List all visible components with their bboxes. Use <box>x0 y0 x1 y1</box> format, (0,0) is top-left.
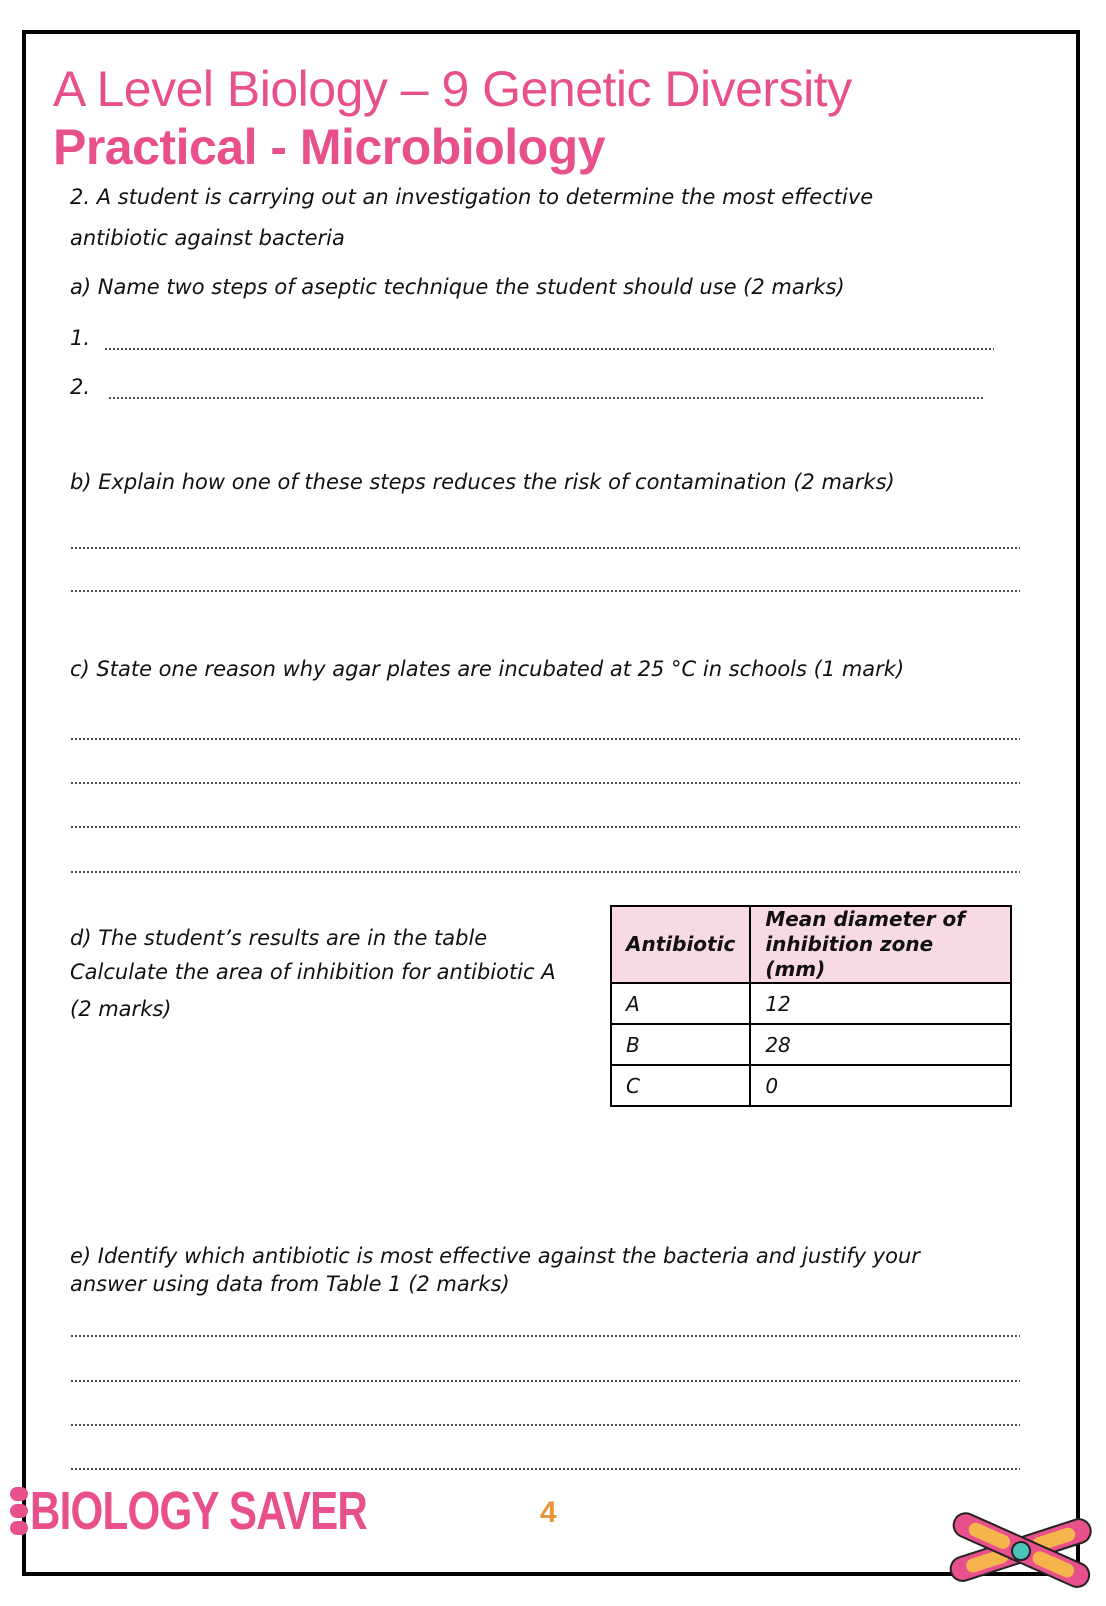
page-title: A Level Biology – 9 Genetic Diversity <box>53 61 852 117</box>
results-table <box>610 905 1012 1107</box>
table-cell-diameter: 12 <box>750 983 1011 1024</box>
answer-line-b2[interactable] <box>70 590 1020 592</box>
answer-line-c4[interactable] <box>70 871 1020 873</box>
table-header-row <box>611 906 1011 983</box>
page-subtitle: Practical - Microbiology <box>53 119 606 175</box>
table-cell-diameter: 0 <box>750 1065 1011 1106</box>
answer-line-c3[interactable] <box>70 826 1020 828</box>
table-header-antibiotic: Antibiotic <box>611 906 750 983</box>
question-e-line2: answer using data from Table 1 (2 marks) <box>70 1272 510 1296</box>
answer-line-e1[interactable] <box>70 1335 1020 1337</box>
brand-name: BIOLOGY SAVER <box>30 1481 368 1541</box>
answer-line-c1[interactable] <box>70 738 1020 740</box>
brand-logo <box>10 1481 462 1541</box>
answer-line-e3[interactable] <box>70 1424 1020 1426</box>
question-e-line1: e) Identify which antibiotic is most effective against the bacteria and justify your <box>70 1244 920 1268</box>
chromosome-icon <box>946 1508 1096 1594</box>
answer-line-e4[interactable] <box>70 1468 1020 1470</box>
table-cell-antibiotic: B <box>611 1024 750 1065</box>
answer-a-label-1: 1. <box>70 326 91 350</box>
question-c-prompt: c) State one reason why agar plates are incubated at 25 °C in schools (1 mark) <box>70 657 905 681</box>
worksheet-frame <box>22 30 1080 1576</box>
dna-icon <box>10 1487 28 1535</box>
table-header-diameter: Mean diameter of inhibition zone (mm) <box>750 906 1011 983</box>
answer-line-a2[interactable] <box>108 397 984 399</box>
page-number: 4 <box>540 1496 557 1529</box>
table-row <box>611 983 1011 1024</box>
answer-line-a1[interactable] <box>104 348 994 350</box>
question-b-prompt: b) Explain how one of these steps reduces the risk of contamination (2 marks) <box>70 470 895 494</box>
question-intro-line1: 2. A student is carrying out an investigation to determine the most effective <box>70 185 874 209</box>
answer-line-e2[interactable] <box>70 1380 1020 1382</box>
question-a-prompt: a) Name two steps of aseptic technique the student should use (2 marks) <box>70 275 845 299</box>
answer-a-label-2: 2. <box>70 375 91 399</box>
table-cell-antibiotic: A <box>611 983 750 1024</box>
answer-line-c2[interactable] <box>70 782 1020 784</box>
question-d-line3: (2 marks) <box>70 997 172 1021</box>
table-cell-antibiotic: C <box>611 1065 750 1106</box>
table-row <box>611 1065 1011 1106</box>
question-d-line2: Calculate the area of inhibition for antibiotic A <box>70 960 556 984</box>
table-cell-diameter: 28 <box>750 1024 1011 1065</box>
table-row <box>611 1024 1011 1065</box>
question-d-line1: d) The student’s results are in the table <box>70 926 488 950</box>
question-intro-line2: antibiotic against bacteria <box>70 226 345 250</box>
answer-line-b1[interactable] <box>70 547 1020 549</box>
